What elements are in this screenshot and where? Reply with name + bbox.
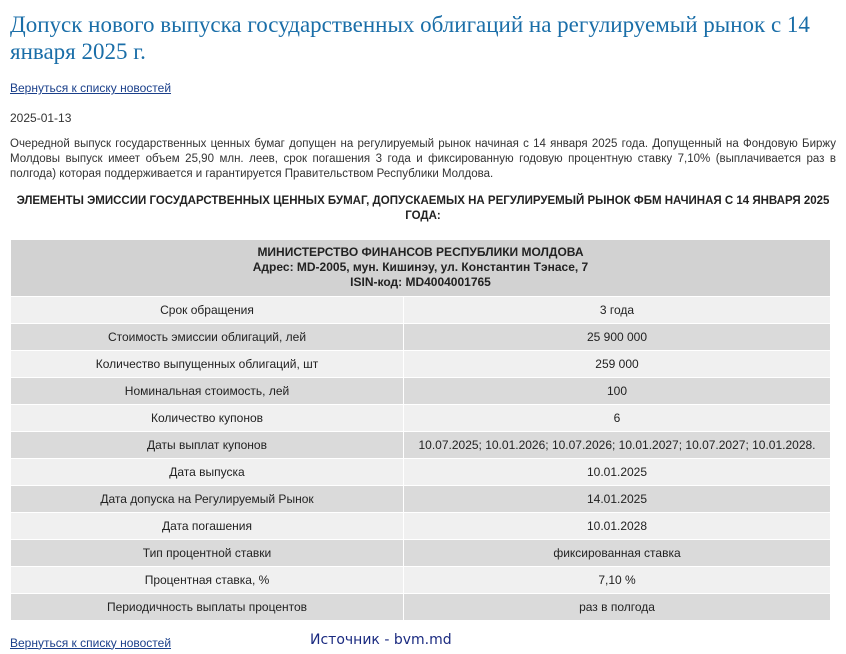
row-label: Дата погашения xyxy=(11,512,404,539)
row-label: Процентная ставка, % xyxy=(11,566,404,593)
row-label: Количество купонов xyxy=(11,404,404,431)
table-row xyxy=(11,566,831,593)
table-row xyxy=(11,593,831,620)
row-label: Дата допуска на Регулируемый Рынок xyxy=(11,485,404,512)
row-value: 25 900 000 xyxy=(404,323,831,350)
row-label: Даты выплат купонов xyxy=(11,431,404,458)
row-label: Количество выпущенных облигаций, шт xyxy=(11,350,404,377)
issuer-name: МИНИСТЕРСТВО ФИНАНСОВ РЕСПУБЛИКИ МОЛДОВА xyxy=(257,244,584,259)
row-value: 10.07.2025; 10.01.2026; 10.07.2026; 10.01.2027; 10.07.2027; 10.01.2028. xyxy=(404,431,831,458)
row-label: Стоимость эмиссии облигаций, лей xyxy=(11,323,404,350)
row-value: 10.01.2028 xyxy=(404,512,831,539)
isin-code: ISIN-код: MD4004001765 xyxy=(350,274,491,289)
row-value: 14.01.2025 xyxy=(404,485,831,512)
row-value: фиксированная ставка xyxy=(404,539,831,566)
table-row xyxy=(11,350,831,377)
table-row xyxy=(11,377,831,404)
emission-table xyxy=(10,239,831,621)
footer xyxy=(10,632,836,654)
section-heading: ЭЛЕМЕНТЫ ЭМИССИИ ГОСУДАРСТВЕННЫХ ЦЕННЫХ БУМАГ, ДОПУСКАЕМЫХ НА РЕГУЛИРУЕМЫЙ РЫНОК ФБМ НАЧИНАЯ С 14 ЯНВАРЯ 2025 ГОДА: xyxy=(16,194,830,222)
row-label: Тип процентной ставки xyxy=(11,539,404,566)
row-value: 10.01.2025 xyxy=(404,458,831,485)
lead-paragraph: Очередной выпуск государственных ценных бумаг допущен на регулируемый рынок начиная с 14 января 2025 года. Допущенный на Фондовую Биржу Молдовы выпуск имеет объем 25,90 млн. леев, срок погашения 3 года и фиксированную годовую процентную ставку 7,10% (выплачивается раз в полгода) которая поддерживается и гарантируется Правительством Республики Молдова. xyxy=(10,138,836,180)
back-to-news-link[interactable]: Вернуться к списку новостей xyxy=(10,81,172,95)
source-caption: Источник - bvm.md xyxy=(310,631,452,648)
table-header-row xyxy=(11,239,831,296)
row-value: 259 000 xyxy=(404,350,831,377)
table-row xyxy=(11,431,831,458)
row-value: 100 xyxy=(404,377,831,404)
row-label: Периодичность выплаты процентов xyxy=(11,593,404,620)
row-value: 7,10 % xyxy=(404,566,831,593)
table-row xyxy=(11,296,831,323)
back-to-news-link-bottom[interactable]: Вернуться к списку новостей xyxy=(10,635,172,650)
table-row xyxy=(11,485,831,512)
table-row xyxy=(11,539,831,566)
publication-date: 2025-01-13 xyxy=(10,111,72,125)
table-row xyxy=(11,404,831,431)
row-value: раз в полгода xyxy=(404,593,831,620)
table-row xyxy=(11,512,831,539)
table-row xyxy=(11,458,831,485)
issuer-address: Адрес: MD-2005, мун. Кишинэу, ул. Константин Тэнасе, 7 xyxy=(252,259,589,274)
row-label: Срок обращения xyxy=(11,296,404,323)
row-label: Номинальная стоимость, лей xyxy=(11,377,404,404)
row-value: 6 xyxy=(404,404,831,431)
table-row xyxy=(11,323,831,350)
page-title: Допуск нового выпуска государственных облигаций на регулируемый рынок с 14 января 2025 г. xyxy=(10,12,810,64)
issuer-header-cell xyxy=(11,239,831,296)
row-label: Дата выпуска xyxy=(11,458,404,485)
row-value: 3 года xyxy=(404,296,831,323)
